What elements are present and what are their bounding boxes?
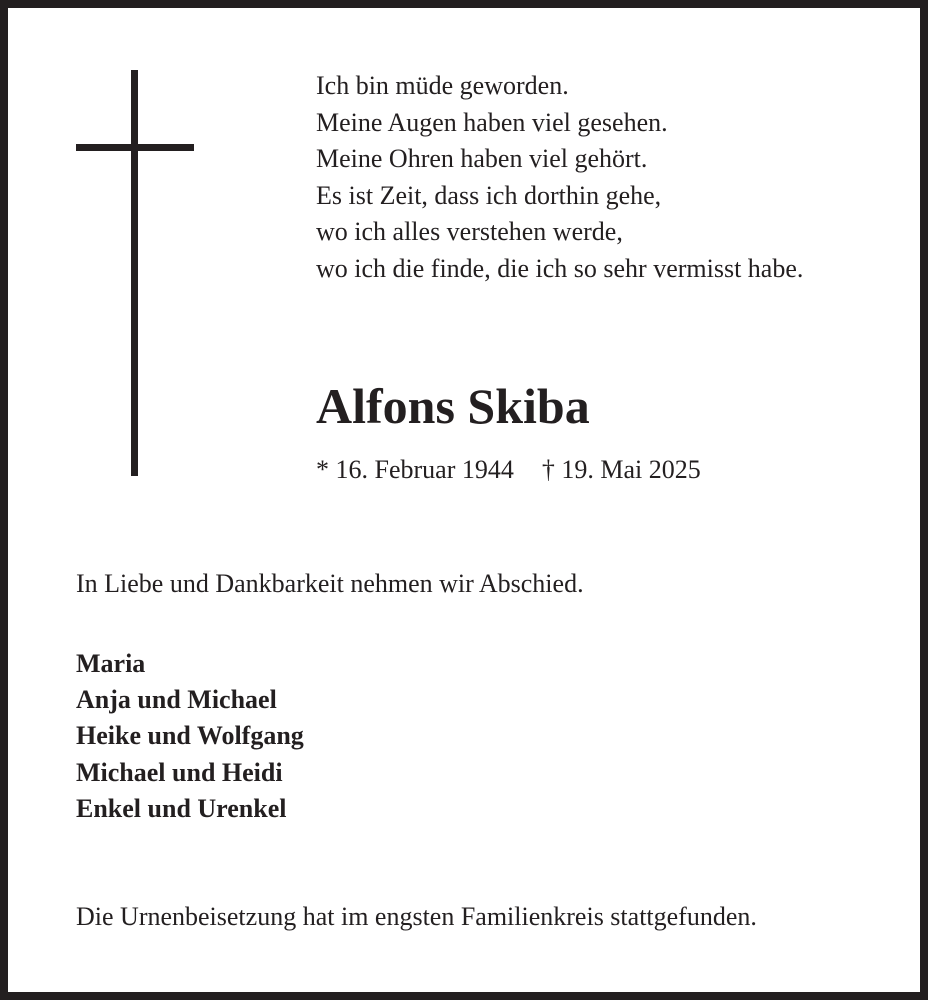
poem-line: Meine Augen haben viel gesehen. bbox=[316, 107, 668, 137]
poem-line: Es ist Zeit, dass ich dorthin gehe, bbox=[316, 180, 662, 210]
family-member: Anja und Michael bbox=[76, 685, 277, 715]
cross-vertical-beam bbox=[131, 70, 138, 476]
poem-line: Meine Ohren haben viel gehört. bbox=[316, 144, 648, 173]
poem-line: Ich bin müde geworden. bbox=[316, 71, 569, 100]
deceased-name: Alfons Skiba bbox=[316, 378, 590, 434]
life-dates bbox=[316, 454, 701, 486]
poem-line: wo ich alles verstehen werde, bbox=[316, 217, 623, 246]
family-member: Michael und Heidi bbox=[76, 757, 283, 787]
cross-horizontal-beam bbox=[76, 144, 194, 151]
family-member: Heike und Wolfgang bbox=[76, 721, 304, 751]
family-member: Enkel und Urenkel bbox=[76, 793, 287, 823]
poem bbox=[316, 68, 803, 287]
family-member: Maria bbox=[76, 649, 146, 678]
farewell-text: In Liebe und Dankbarkeit nehmen wir Abschied. bbox=[76, 569, 584, 598]
poem-line: wo ich die finde, die ich so sehr vermisst habe. bbox=[316, 253, 804, 283]
family-list bbox=[76, 646, 304, 827]
birth-date: * 16. Februar 1944 bbox=[316, 455, 514, 484]
burial-note: Die Urnenbeisetzung hat im engsten Familienkreis stattgefunden. bbox=[76, 902, 757, 931]
death-date: † 19. Mai 2025 bbox=[541, 455, 701, 484]
